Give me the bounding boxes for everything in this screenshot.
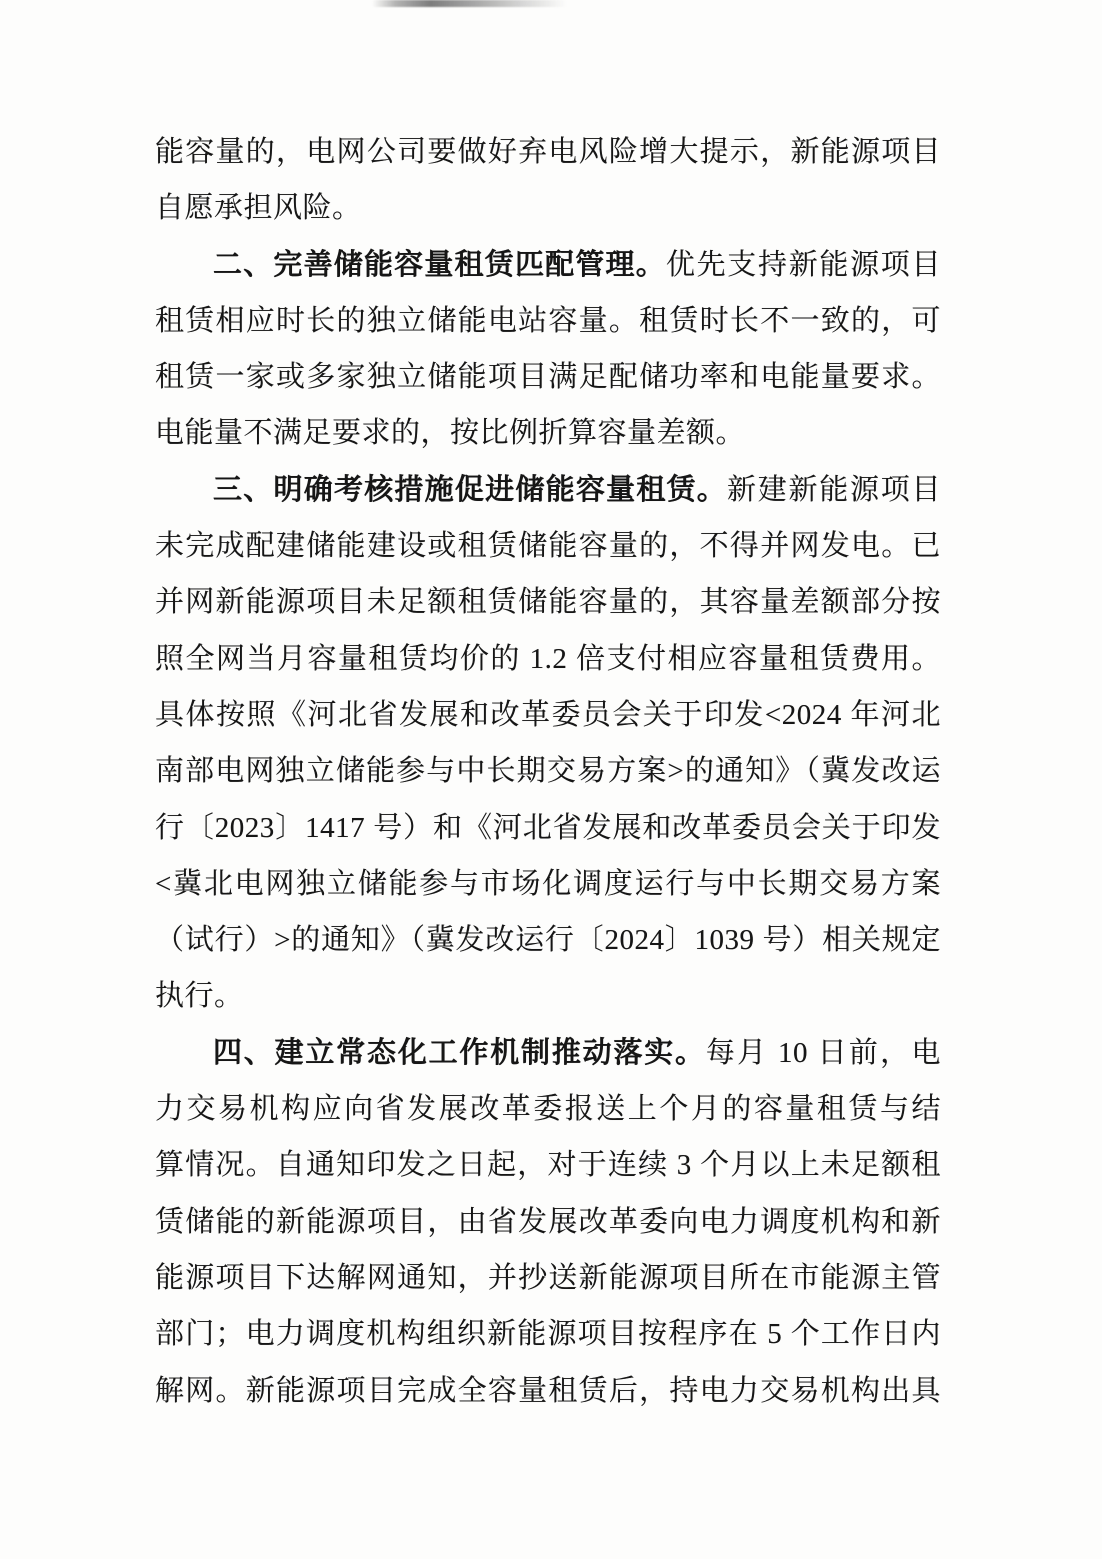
body-text: 行〔2023〕1417 号）和《河北省发展和改革委员会关于印发: [155, 811, 941, 844]
text-line: [155, 1363, 941, 1419]
body-text: 照全网当月容量租赁均价的 1.2 倍支付相应容量租赁费用。: [155, 642, 941, 675]
body-text: 未完成配建储能建设或租赁储能容量的，不得并网发电。已: [155, 530, 941, 563]
text-line: [155, 1081, 941, 1137]
text-line: [155, 1137, 941, 1193]
section-heading-text: 四、建立常态化工作机制推动落实。: [213, 1036, 706, 1069]
text-line: [155, 405, 941, 461]
body-text: 优先支持新能源项目: [665, 248, 941, 281]
text-line: [155, 124, 941, 180]
paragraph-heading-line: [155, 1025, 941, 1081]
body-text: 能源项目下达解网通知，并抄送新能源项目所在市能源主管: [155, 1261, 941, 1294]
body-text: 力交易机构应向省发展改革委报送上个月的容量租赁与结: [155, 1093, 941, 1126]
body-text: 租赁相应时长的独立储能电站容量。租赁时长不一致的，可: [155, 304, 941, 337]
text-line: [155, 912, 941, 968]
body-text: 执行。: [155, 980, 244, 1013]
document-body: [155, 124, 941, 1419]
body-text: 自愿承担风险。: [155, 192, 362, 225]
text-line: [155, 1194, 941, 1250]
body-text: 能容量的，电网公司要做好弃电风险增大提示，新能源项目: [155, 136, 941, 168]
body-text: 算情况。自通知印发之日起，对于连续 3 个月以上未足额租: [155, 1149, 941, 1182]
body-text: <冀北电网独立储能参与市场化调度运行与中长期交易方案: [155, 867, 941, 900]
section-heading-text: 三、明确考核措施促进储能容量租赁。: [213, 473, 728, 506]
text-line: [155, 574, 941, 630]
text-line: [155, 1250, 941, 1306]
body-text: 部门；电力调度机构组织新能源项目按程序在 5 个工作日内: [155, 1318, 941, 1351]
body-text: 租赁一家或多家独立储能项目满足配储功率和电能量要求。: [155, 361, 941, 394]
text-line: [155, 293, 941, 349]
body-text: 电能量不满足要求的，按比例折算容量差额。: [155, 417, 746, 450]
text-line: [155, 968, 941, 1024]
body-text: 南部电网独立储能参与中长期交易方案>的通知》（冀发改运: [155, 755, 941, 788]
text-line: [155, 800, 941, 856]
paragraph-heading-line: [155, 462, 941, 518]
text-line: [155, 349, 941, 405]
text-line: [155, 1306, 941, 1362]
body-text: 赁储能的新能源项目，由省发展改革委向电力调度机构和新: [155, 1205, 941, 1238]
body-text: 解网。新能源项目完成全容量租赁后，持电力交易机构出具: [155, 1374, 941, 1407]
scan-artifact: [372, 0, 567, 7]
body-text: 并网新能源项目未足额租赁储能容量的，其容量差额部分按: [155, 586, 941, 619]
body-text: 具体按照《河北省发展和改革委员会关于印发<2024 年河北: [155, 698, 941, 731]
text-line: [155, 687, 941, 743]
body-text: 新建新能源项目: [727, 473, 941, 506]
paragraph-heading-line: [155, 237, 941, 293]
text-line: [155, 180, 941, 236]
body-text: 每月 10 日前，电: [705, 1036, 941, 1069]
text-line: [155, 743, 941, 799]
text-line: [155, 856, 941, 912]
body-text: （试行）>的通知》（冀发改运行〔2024〕1039 号）相关规定: [155, 924, 941, 957]
text-line: [155, 631, 941, 687]
text-line: [155, 518, 941, 574]
section-heading-text: 二、完善储能容量租赁匹配管理。: [213, 248, 666, 281]
